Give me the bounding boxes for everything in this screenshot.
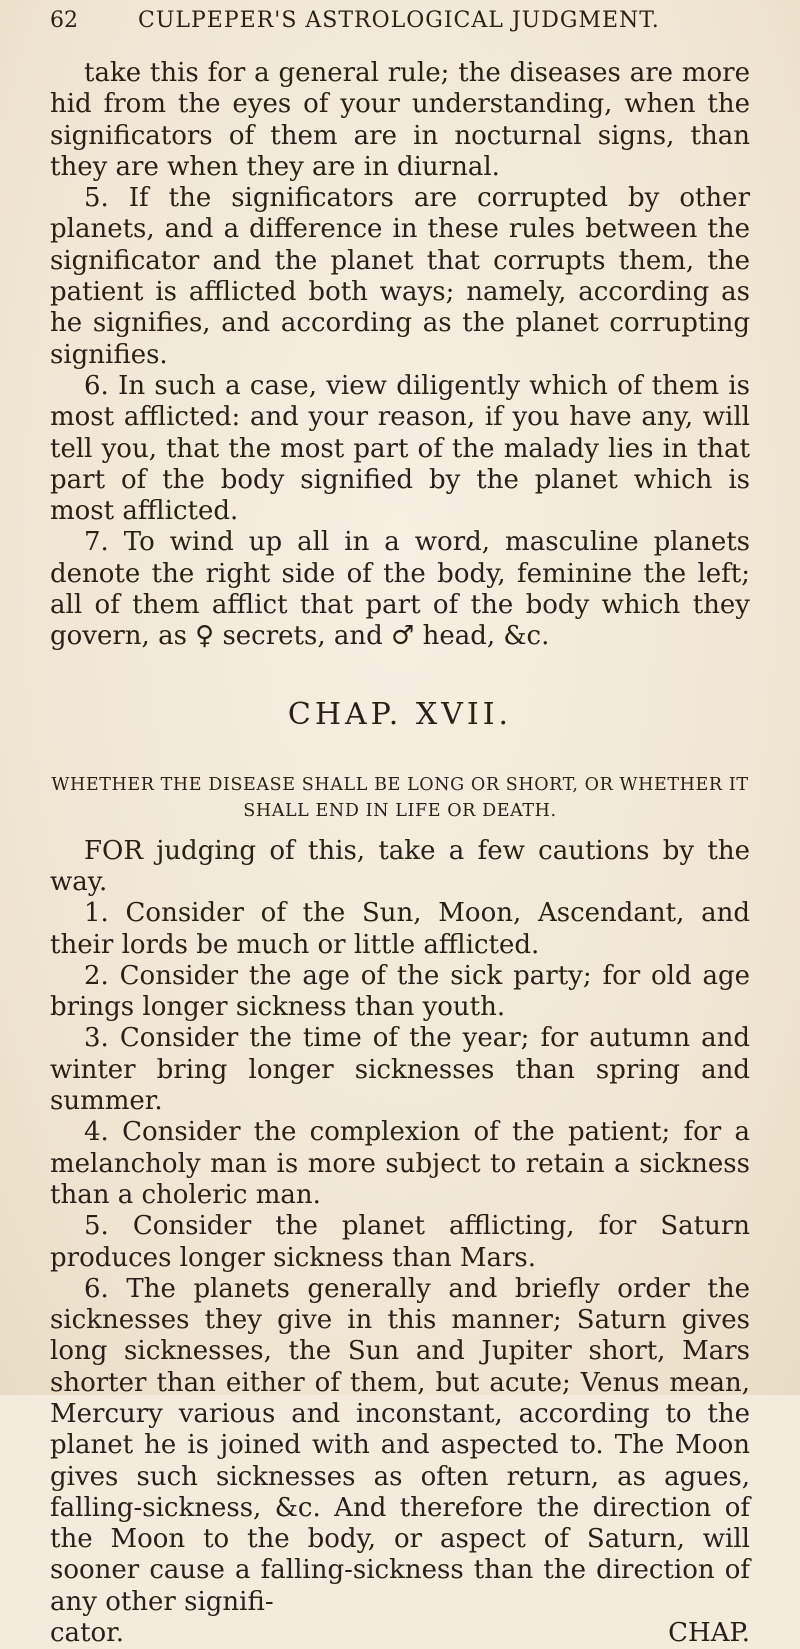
paragraph-6: 6. In such a case, view diligently which of them is most afflicted: and your reason, if you have any, will tell you, that the most part of the malady lies in that part of the body signified by the planet which is most afflicted.	[50, 370, 750, 527]
item-6: 6. The planets generally and briefly order the sicknesses they give in this manner; Saturn gives long sicknesses, the Sun and Jupiter short, Mars shorter than either of them, but acute; Venus mean, Mercury various and inconstant, according to the planet he is joined with and aspected to. The Moon gives such sicknesses as often return, as agues, falling-sickness, &c. And therefore the direction of the Moon to the body, or aspect of Saturn, will sooner cause a falling-sickness than the direction of any other signifi-	[50, 1273, 750, 1617]
chapter-heading: CHAP. XVII.	[287, 696, 513, 732]
paragraph-5: 5. If the significators are corrupted by other planets, and a difference in these rules between the significator and the planet that corrupts them, the patient is afflicted both ways; namely, according as he signifies, and according as the planet corrupting signifies.	[50, 183, 750, 370]
paragraph-top: take this for a general rule; the diseases are more hid from the eyes of your understanding, when the significators of them are in nocturnal signs, than they are when they are in diurnal.	[50, 58, 750, 182]
item-1: 1. Consider of the Sun, Moon, Ascendant, and their lords be much or little afflicted.	[50, 898, 750, 960]
item-4: 4. Consider the complexion of the patient; for a melancholy man is more subject to retain a sickness than a choleric man.	[50, 1117, 750, 1210]
chapter-subtitle	[50, 772, 750, 824]
paragraph-7: 7. To wind up all in a word, masculine planets denote the right side of the body, feminine the left; all of them afflict that part of the body which they govern, as ♀ secrets, and ♂ head, &c.	[50, 527, 750, 652]
page-number: 62	[50, 8, 78, 33]
running-head: CULPEPER'S ASTROLOGICAL JUDGMENT.	[138, 8, 660, 33]
item-3: 3. Consider the time of the year; for autumn and winter bring longer sicknesses than spring and summer.	[50, 1023, 750, 1117]
catchword: CHAP.	[668, 1618, 750, 1649]
page-header	[50, 8, 750, 58]
chapter-subtitle-line: WHETHER THE DISEASE SHALL BE LONG OR SHORT, OR WHETHER IT SHALL END IN LIFE OR DEATH.	[51, 774, 749, 821]
item-5: 5. Consider the planet afflicting, for Saturn produces longer sickness than Mars.	[50, 1211, 750, 1273]
page-footer	[50, 1618, 750, 1649]
last-word: cator.	[50, 1618, 125, 1649]
item-2: 2. Consider the age of the sick party; for old age brings longer sickness than youth.	[50, 960, 750, 1023]
chapter-intro: FOR judging of this, take a few cautions by the way.	[50, 835, 750, 897]
